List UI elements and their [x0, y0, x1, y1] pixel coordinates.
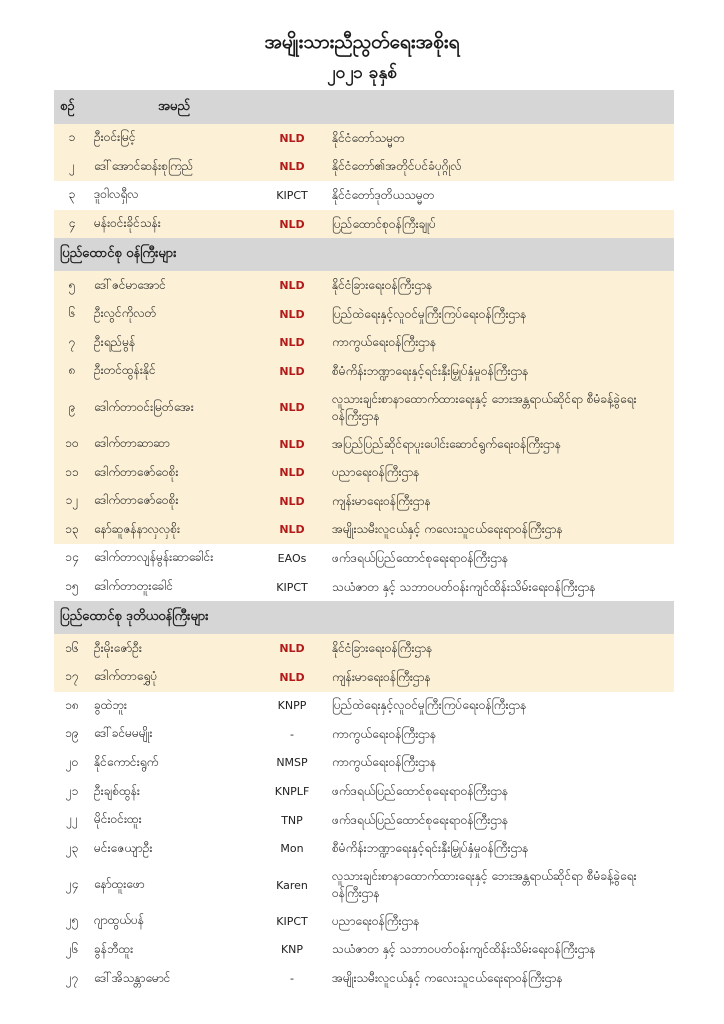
row-number: ၁၅: [65, 579, 79, 594]
ministry-label: ပညာရေးဝန်ကြီးဌာန: [332, 913, 420, 928]
table-row: [54, 487, 674, 516]
party-label: KIPCT: [276, 580, 308, 594]
ministry-label: ကာကွယ်ရေးဝန်ကြီးဌာန: [332, 726, 437, 741]
party-label: NLD: [279, 217, 305, 231]
party-label: NLD: [279, 642, 305, 656]
row-number: ၂၇: [65, 970, 79, 985]
table-row: [54, 907, 674, 936]
ministry-label: ပြည်ထဲရေးနှင့်လူဝင်မှုကြီးကြပ်ရေးဝန်ကြီးဌာန: [332, 306, 527, 321]
member-name: ဂျာထွယ်ပန်: [94, 913, 144, 928]
table-row: [54, 300, 674, 329]
party-label: KNP: [280, 943, 304, 957]
party-label: KIPCT: [276, 914, 308, 928]
row-number: ၂၆: [65, 941, 79, 956]
cabinet-table: [54, 90, 674, 993]
party-label: TNP: [281, 813, 303, 827]
member-name: နော်ထူးဖော: [94, 877, 145, 892]
table-row: [54, 210, 674, 239]
ministry-label: အပြည်ပြည်ဆိုင်ရာပူးပေါင်းဆောင်ရွက်ရေးဝန်ကြီးဌာန: [332, 436, 561, 451]
member-name: ခွထဲဘူး: [94, 697, 127, 712]
table-row: [54, 430, 674, 459]
ministry-label: ဖက်ဒရယ်ပြည်ထောင်စုရေးရာဝန်ကြီးဌာန: [332, 812, 509, 827]
table-row: [54, 834, 674, 863]
party-label: -: [290, 972, 294, 986]
ministry-label: ပြည်ထောင်စုဝန်ကြီးချုပ်: [332, 216, 436, 231]
table-row: [54, 329, 674, 358]
row-number: ၂၄: [65, 877, 79, 892]
party-label: Mon: [280, 842, 304, 856]
table-row: [54, 720, 674, 749]
ministry-label: ဖက်ဒရယ်ပြည်ထောင်စုရေးရာဝန်ကြီးဌာန: [332, 784, 509, 799]
ministry-label: ကာကွယ်ရေးဝန်ကြီးဌာန: [332, 335, 437, 350]
member-name: ဒေါက်တာဆာဆာ: [94, 436, 170, 451]
party-label: NLD: [279, 523, 305, 537]
table-row: [54, 357, 674, 386]
page-title: အမျိုးသားညီညွတ်ရေးအစိုးရ: [264, 31, 460, 53]
ministry-label: အမျိုးသမီးလူငယ်နှင့် ကလေးသူငယ်ရေးရာဝန်ကြီးဌာန: [332, 522, 563, 537]
row-number: ၁: [68, 130, 76, 145]
member-name: ဒေါက်တာဇော်ဝေစိုး: [94, 464, 179, 479]
member-name: မန်းဝင်းခိုင်သန်း: [94, 216, 161, 231]
ministry-label: ဖက်ဒရယ်ပြည်ထောင်စုရေးရာဝန်ကြီးဌာန: [332, 550, 509, 565]
member-name: ခွန်ဘီထူး: [94, 941, 134, 956]
row-number: ၈: [68, 363, 76, 378]
row-number: ၉: [68, 399, 76, 414]
party-label: NLD: [279, 364, 305, 378]
member-name: နိုင်ကောင်းရွက်: [94, 754, 159, 769]
section-header: ပြည်ထောင်စု ဒုတိယဝန်ကြီးများ: [54, 601, 674, 634]
table-row: [54, 663, 674, 692]
member-name: ဦးချစ်ထွန်း: [94, 783, 140, 798]
row-number: ၁၁: [65, 464, 79, 479]
row-number: ၇: [68, 334, 76, 349]
party-label: NLD: [279, 279, 305, 293]
row-number: ၂၅: [65, 913, 79, 928]
member-name: ဦးရည်မွန်: [94, 334, 136, 349]
ministry-label: သယံဇာတ နှင့် သဘာဝပတ်ဝန်းကျင်ထိန်းသိမ်းရေးဝန်ကြီးဌာန: [332, 942, 596, 957]
party-label: NLD: [279, 131, 305, 145]
page-subtitle: ၂၀၂၁ ခုနှစ်: [327, 63, 397, 83]
table-row: [54, 634, 674, 663]
table-body: [54, 124, 674, 993]
ministry-label: လူသားချင်းစာနာထောက်ထားရေးနှင့် ဘေးအန္တရာယ်ဆိုင်ရာ စီမံခန့်ခွဲရေးဝန်ကြီးဌာန: [332, 869, 637, 901]
party-label: Karen: [276, 878, 308, 892]
row-number: ၂၂: [66, 812, 78, 827]
ministry-label: အမျိုးသမီးလူငယ်နှင့် ကလေးသူငယ်ရေးရာဝန်ကြီးဌာန: [332, 971, 563, 986]
table-row: [54, 692, 674, 721]
ministry-label: နိုင်ငံခြားရေးဝန်ကြီးဌာန: [332, 278, 433, 293]
row-number: ၁၂: [65, 493, 79, 508]
row-number: ၁၄: [65, 550, 79, 565]
party-label: -: [290, 727, 294, 741]
party-label: NLD: [279, 307, 305, 321]
row-number: ၂၁: [65, 783, 79, 798]
party-label: NLD: [279, 336, 305, 350]
ministry-label: သယံဇာတ နှင့် သဘာဝပတ်ဝန်းကျင်ထိန်းသိမ်းရေးဝန်ကြီးဌာန: [332, 579, 596, 594]
table-row: [54, 458, 674, 487]
party-label: NLD: [279, 401, 305, 415]
table-row: [54, 806, 674, 835]
member-name: ဒေါက်တာဇော်ဝေစိုး: [94, 493, 179, 508]
ministry-label: ပြည်ထဲရေးနှင့်လူဝင်မှုကြီးကြပ်ရေးဝန်ကြီးဌာန: [332, 698, 527, 713]
member-name: မင်းဇေယျာဦး: [94, 840, 153, 855]
table-row: [54, 936, 674, 965]
ministry-label: ကျန်းမာရေးဝန်ကြီးဌာန: [332, 493, 431, 508]
party-label: NMSP: [276, 756, 308, 770]
row-number: ၁၀: [65, 436, 79, 451]
party-label: NLD: [279, 160, 305, 174]
table-row: [54, 964, 674, 993]
table-row: [54, 271, 674, 300]
ministry-label: နိုင်ငံတော်၏အတိုင်ပင်ခံပုဂ္ဂိုလ်: [332, 159, 462, 174]
member-name: ဦးဝင်းမြင့်: [94, 130, 136, 145]
member-name: ဒူဝါလရှီလ: [94, 187, 139, 202]
party-label: NLD: [279, 670, 305, 684]
party-label: KNPLF: [274, 785, 310, 799]
ministry-label: စီမံကိန်းဘဏ္ဍာရေးနှင့်ရင်းနှီးမြှုပ်နှံမှုဝန်ကြီးဌာန: [332, 363, 529, 378]
ministry-label: ကျန်းမာရေးဝန်ကြီးဌာန: [332, 669, 431, 684]
row-number: ၆: [68, 306, 76, 321]
party-label: EAOs: [277, 551, 307, 565]
ministry-label: နိုင်ငံတော်ဒုတိယသမ္မတ: [332, 187, 435, 202]
table-row: [54, 777, 674, 806]
member-name: ဒေါက်တာဝင်းမြတ်အေး: [94, 399, 194, 414]
ministry-label: လူသားချင်းစာနာထောက်ထားရေးနှင့် ဘေးအန္တရာယ်ဆိုင်ရာ စီမံခန့်ခွဲရေးဝန်ကြီးဌာန: [332, 391, 637, 423]
table-row: [54, 124, 674, 153]
row-number: ၂၀: [65, 754, 79, 769]
member-name: နော်ဆူဇန်နာလှလှစိုး: [94, 521, 181, 536]
table-row: [54, 386, 674, 430]
row-number: ၁၇: [65, 669, 79, 684]
ministry-label: ကာကွယ်ရေးဝန်ကြီးဌာန: [332, 755, 437, 770]
party-label: KIPCT: [276, 188, 308, 202]
member-name: ဒေါက်တာတူးခေါင်: [94, 579, 173, 594]
table-row: [54, 153, 674, 182]
ministry-label: စီမံကိန်းဘဏ္ဍာရေးနှင့်ရင်းနှီးမြှုပ်နှံမှုဝန်ကြီးဌာန: [332, 841, 529, 856]
section-header: ပြည်ထောင်စု ဝန်ကြီးများ: [54, 238, 674, 271]
table-row: [54, 181, 674, 210]
member-name: မိုင်းဝင်းထူး: [94, 812, 142, 827]
member-name: ဦးတင်ထွန်းနိုင်: [94, 363, 156, 378]
ministry-label: ပညာရေးဝန်ကြီးဌာန: [332, 465, 420, 480]
table-row: [54, 544, 674, 573]
row-number: ၂၃: [65, 840, 79, 855]
party-label: NLD: [279, 437, 305, 451]
member-name: ဦးမိုးဇော်ဦး: [94, 640, 142, 655]
table-row: [54, 516, 674, 545]
member-name: ဒေါက်တာရွှေပုံ: [94, 669, 158, 684]
row-number: ၅: [68, 277, 76, 292]
row-number: ၄: [68, 216, 76, 231]
row-number: ၁၆: [65, 640, 79, 655]
member-name: ဒေါ်ဇင်မာအောင်: [94, 277, 166, 292]
ministry-label: နိုင်ငံခြားရေးဝန်ကြီးဌာန: [332, 641, 433, 656]
row-number: ၁၈: [65, 697, 79, 712]
member-name: ဒေါ်ခင်မမမျိုး: [94, 726, 153, 741]
ministry-label: နိုင်ငံတော်သမ္မတ: [332, 130, 405, 145]
row-number: ၁၉: [65, 726, 79, 741]
party-label: KNPP: [277, 699, 307, 713]
table-header: [54, 90, 674, 124]
table-row: [54, 863, 674, 907]
row-number: ၁၃: [65, 521, 79, 536]
member-name: ဒေါက်တာလျန်မွန်းဆာခေါင်း: [94, 550, 214, 565]
row-number: ၃: [68, 187, 76, 202]
table-row: [54, 749, 674, 778]
member-name: ဒေါ်အောင်ဆန်းစုကြည်: [94, 158, 194, 173]
table-row: [54, 573, 674, 602]
member-name: ဒေါ်အိသန္တာမောင်: [94, 970, 171, 985]
header-name: အမည်: [158, 98, 190, 114]
party-label: NLD: [279, 466, 305, 480]
header-no: စဥ်: [60, 98, 75, 114]
member-name: ဦးလွင်ကိုလတ်: [94, 306, 157, 321]
party-label: NLD: [279, 494, 305, 508]
row-number: ၂: [69, 158, 75, 173]
